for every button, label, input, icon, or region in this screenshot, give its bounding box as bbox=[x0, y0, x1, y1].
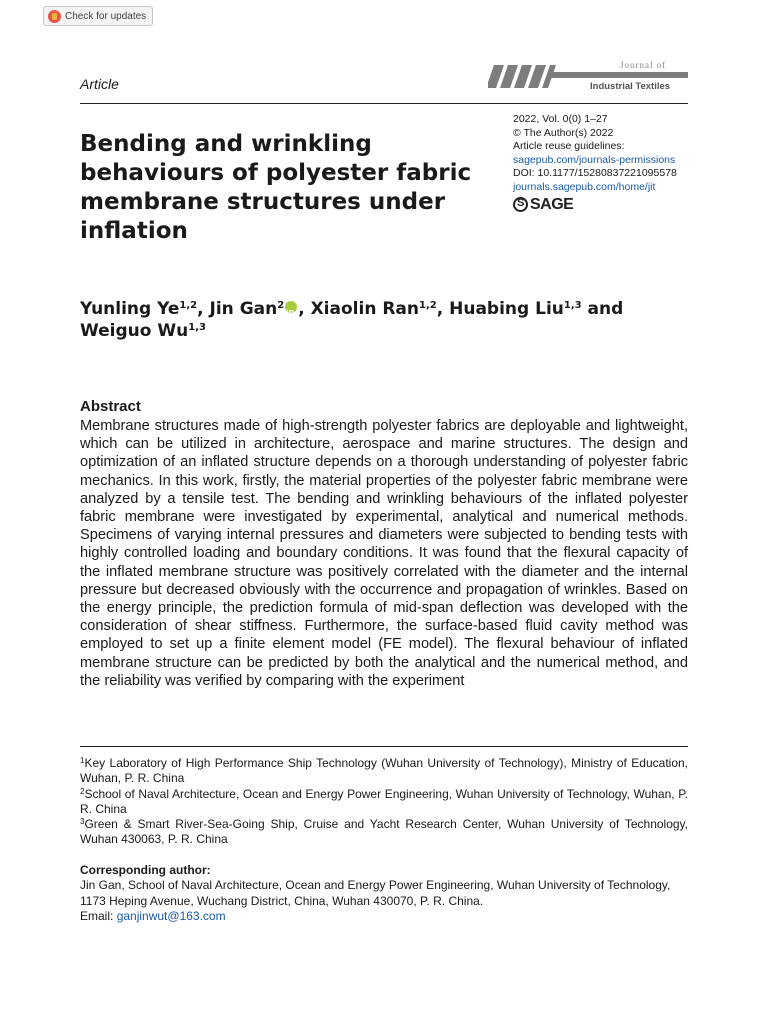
sage-emblem-icon bbox=[513, 197, 528, 212]
affiliation-text: Key Laboratory of High Performance Ship Technology (Wuhan University of Technology), Ministry of Education, Wuhan, P. R. China bbox=[80, 756, 688, 786]
author-name: Jin Gan bbox=[209, 299, 278, 319]
corresponding-author-address: Jin Gan, School of Naval Architecture, Ocean and Energy Power Engineering, Wuhan University of Technology, 1173 Heping Avenue, Wuchang District, China, Wuhan 430070, P. R. China. bbox=[80, 878, 671, 908]
volume-info: 2022, Vol. 0(0) 1–27 bbox=[513, 113, 608, 125]
author-affiliation-sup: 1,3 bbox=[188, 322, 206, 333]
journal-of-label: Journal of bbox=[620, 60, 667, 70]
journal-name-label: Industrial Textiles bbox=[590, 81, 671, 92]
abstract-text: Membrane structures made of high-strength polyester fabrics are deployable and lightweight, which can be utilized in architecture, aerospace and marine structures. The design and optimization of an inflated structure depends on a thorough understanding of polyester fabric mechanics. In this work, firstly, the material properties of the polyester fabric membrane were analyzed by a tensile test. The bending and wrinkling behaviours of the inflated polyester fabric membrane were investigated by experimental, analytical and numerical methods. Specimens of varying internal pressures and diameters were subjected to bending tests with highly controlled loading and boundary conditions. It was found that the flexural capacity of the inflated membrane structure was positively correlated with the diameter and the internal pressure but decreased obviously with the occurrence and propagation of wrinkles. Based on the energy principle, the prediction formula of mid-span deflection was developed with the consideration of shear stiffness. Furthermore, the surface-based fluid cavity method was employed to set up a finite element model (FE model). The flexural behaviour of inflated membrane structure can be predicted by both the analytical and the numerical method, and the reliability was verified by comparing with the experiment bbox=[80, 418, 688, 689]
author-name: Xiaolin Ran bbox=[310, 299, 420, 319]
author-affiliation-sup: 1,2 bbox=[419, 300, 437, 311]
author-separator: and bbox=[581, 299, 624, 319]
author-affiliation-sup: 2 bbox=[277, 300, 285, 311]
sage-logo bbox=[513, 197, 703, 212]
affiliation-item bbox=[80, 756, 688, 787]
author-name: Weiguo Wu bbox=[80, 321, 189, 341]
affiliation-item bbox=[80, 787, 688, 818]
affiliation-number: 3 bbox=[80, 817, 85, 827]
author-name: Yunling Ye bbox=[80, 299, 180, 319]
publication-meta bbox=[513, 113, 703, 212]
reuse-guidelines-label: Article reuse guidelines: bbox=[513, 140, 625, 152]
copyright-info: © The Author(s) 2022 bbox=[513, 126, 614, 139]
affiliation-number: 1 bbox=[80, 756, 85, 765]
crossmark-icon bbox=[48, 10, 61, 23]
email-label: Email: bbox=[80, 908, 117, 923]
permissions-link[interactable]: sagepub.com/journals-permissions bbox=[513, 153, 676, 166]
affiliation-text: School of Naval Architecture, Ocean and Energy Power Engineering, Wuhan University of Technology, Wuhan, P. R. China bbox=[80, 786, 688, 816]
author-affiliation-sup: 1,2 bbox=[179, 300, 198, 311]
article-type-label: Article bbox=[80, 76, 119, 92]
paper-title: Bending and wrinkling behaviours of polyester fabric membrane structures under inflation bbox=[80, 131, 472, 244]
corresponding-author-email-line bbox=[80, 909, 688, 924]
orcid-icon[interactable] bbox=[285, 301, 297, 313]
doi-info: DOI: 10.1177/15280837221095578 bbox=[513, 167, 677, 179]
check-for-updates-label: Check for updates bbox=[65, 10, 147, 22]
header-divider bbox=[80, 103, 688, 104]
affiliation-number: 2 bbox=[80, 786, 85, 796]
check-for-updates-button[interactable] bbox=[43, 6, 153, 26]
author-separator: , bbox=[436, 299, 450, 319]
journal-home-link[interactable]: journals.sagepub.com/home/jit bbox=[513, 180, 656, 193]
affiliation-item bbox=[80, 817, 688, 848]
affiliations bbox=[80, 756, 688, 848]
sage-wordmark: SAGE bbox=[530, 195, 574, 213]
author-list bbox=[80, 298, 700, 342]
corresponding-author-heading: Corresponding author: bbox=[80, 863, 211, 877]
footnote-divider bbox=[80, 746, 688, 747]
email-link[interactable]: ganjinwut@163.com bbox=[116, 908, 226, 923]
author-name: Huabing Liu bbox=[449, 299, 564, 319]
author-affiliation-sup: 1,3 bbox=[563, 300, 582, 311]
author-separator: , bbox=[197, 299, 210, 319]
affiliation-text: Green & Smart River-Sea-Going Ship, Cruise and Yacht Research Center, Wuhan University of Technology, Wuhan 430063, P. R. China bbox=[80, 817, 688, 847]
author-separator: , bbox=[298, 299, 311, 319]
corresponding-author bbox=[80, 863, 688, 924]
abstract-heading: Abstract bbox=[80, 398, 141, 415]
